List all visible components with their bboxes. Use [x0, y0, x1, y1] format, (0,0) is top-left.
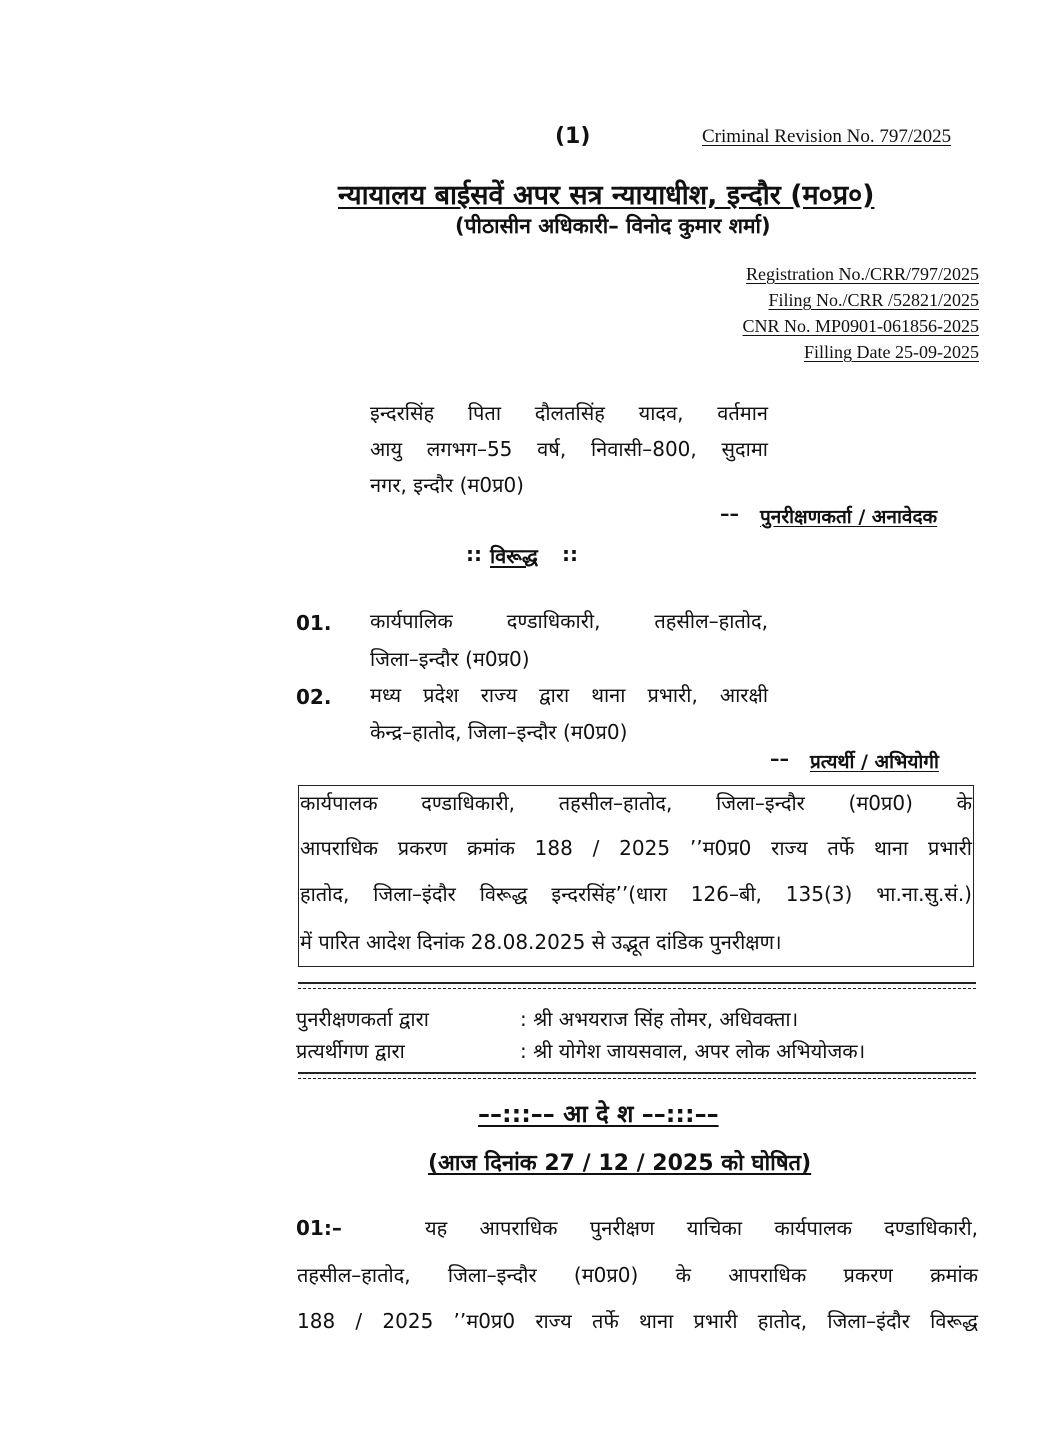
respondent-number: 01.: [296, 611, 332, 635]
versus-prefix: ::: [466, 542, 482, 566]
versus-suffix: ::: [562, 542, 578, 566]
versus-label: विरूद्ध: [490, 544, 538, 568]
order-date: (आज दिनांक 27 / 12 / 2025 को घोषित): [428, 1151, 812, 1176]
case-reference: Criminal Revision No. 797/2025: [702, 126, 952, 147]
subject-line: हातोद, जिला–इंदौर विरूद्ध इन्दरसिंह’’(धारा 126–बी, 135(3) भा.ना.सु.सं.): [300, 882, 972, 906]
counsel-value: : श्री योगेश जायसवाल, अपर लोक अभियोजक।: [520, 1039, 866, 1063]
respondent-line: कार्यपालिक दण्डाधिकारी, तहसील–हातोद,: [370, 609, 768, 633]
petitioner-line: आयु लगभग–55 वर्ष, निवासी–800, सुदामा: [370, 437, 768, 461]
presiding-officer: (पीठासीन अधिकारी– विनोद कुमार शर्मा): [455, 214, 771, 238]
separator-line: [298, 1078, 976, 1079]
order-text-line: यह आपराधिक पुनरीक्षण याचिका कार्यपालक दण्डाधिकारी,: [425, 1216, 978, 1240]
court-title: न्यायालय बाईसवें अपर सत्र न्यायाधीश, इन्दौर (म०प्र०): [338, 180, 875, 211]
petitioner-role: पुनरीक्षणकर्ता / अनावेदक: [760, 506, 938, 528]
order-text-line: तहसील–हातोद, जिला–इन्दौर (म0प्र0) के आपराधिक प्रकरण क्रमांक: [297, 1263, 978, 1287]
counsel-label: प्रत्यर्थीगण द्वारा: [296, 1039, 405, 1063]
respondent-line: मध्य प्रदेश राज्य द्वारा थाना प्रभारी, आरक्षी: [370, 683, 768, 707]
subject-line: में पारित आदेश दिनांक 28.08.2025 से उद्भूत दांडिक पुनरीक्षण।: [300, 930, 782, 954]
respondent-dash: ––: [770, 748, 789, 770]
separator-line: [298, 982, 976, 984]
counsel-value: : श्री अभयराज सिंह तोमर, अधिवक्ता।: [520, 1007, 799, 1031]
counsel-label: पुनरीक्षणकर्ता द्वारा: [296, 1007, 429, 1031]
order-text-line: 188 / 2025 ’’म0प्र0 राज्य तर्फे थाना प्रभारी हातोद, जिला–इंदौर विरूद्ध: [297, 1309, 978, 1333]
petitioner-line: इन्दरसिंह पिता दौलतसिंह यादव, वर्तमान: [370, 401, 768, 425]
paragraph-number: 01:–: [296, 1216, 342, 1240]
cnr-number: CNR No. MP0901-061856-2025: [742, 316, 979, 336]
respondent-line: केन्द्र–हातोद, जिला–इन्दौर (म0प्र0): [370, 720, 628, 744]
respondent-line: जिला–इन्दौर (म0प्र0): [370, 647, 530, 671]
petitioner-line: नगर, इन्दौर (म0प्र0): [370, 473, 524, 497]
registration-number: Registration No./CRR/797/2025: [745, 264, 979, 284]
separator-line: [298, 1072, 976, 1074]
order-heading: ––:::–– आ दे श ––:::––: [478, 1100, 719, 1128]
respondent-role: प्रत्यर्थी / अभियोगी: [810, 751, 939, 773]
filing-date: Filling Date 25-09-2025: [804, 342, 979, 362]
petitioner-dash: ––: [720, 503, 739, 525]
filing-number: Filing No./CRR /52821/2025: [768, 290, 979, 310]
page-number: (1): [555, 124, 591, 149]
separator-line: [298, 988, 976, 989]
subject-line: आपराधिक प्रकरण क्रमांक 188 / 2025 ’’म0प्र0 राज्य तर्फे थाना प्रभारी: [300, 836, 972, 860]
subject-line: कार्यपालक दण्डाधिकारी, तहसील–हातोद, जिला–इन्दौर (म0प्र0) के: [300, 791, 972, 815]
respondent-number: 02.: [296, 685, 332, 709]
